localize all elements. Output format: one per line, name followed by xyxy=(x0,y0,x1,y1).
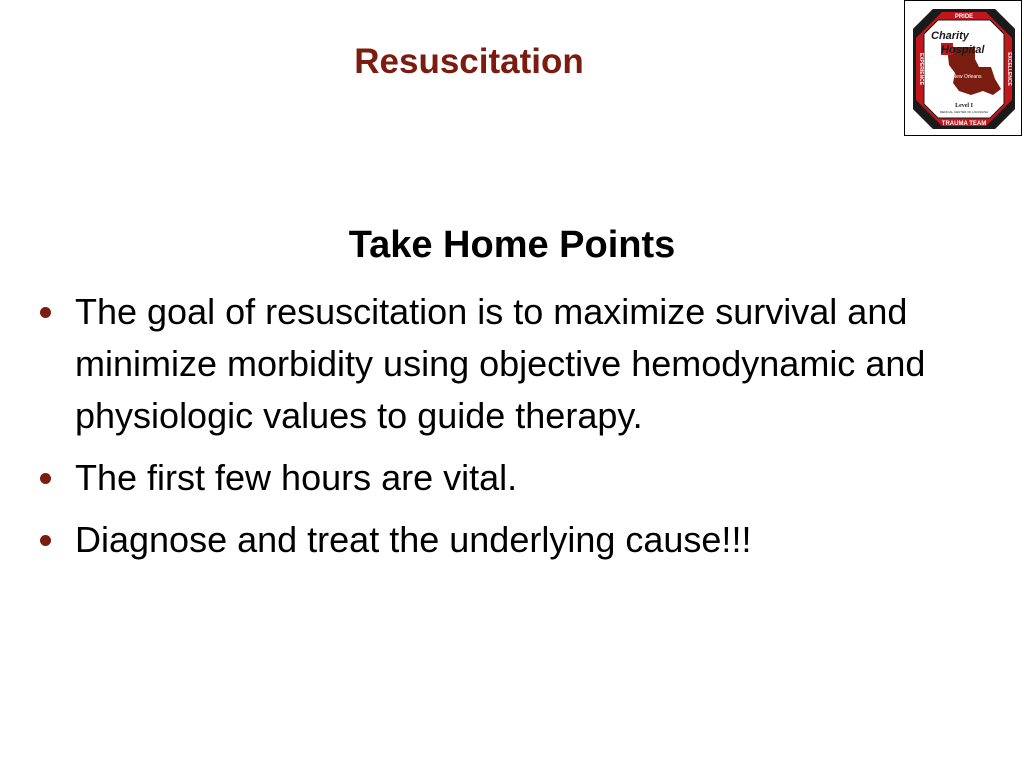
trauma-team-badge-icon xyxy=(905,1,1023,137)
logo-left-text: EXPERIENCE xyxy=(918,52,924,86)
logo-name-line1: Charity xyxy=(931,30,969,42)
logo-right-text: EXCELLENCE xyxy=(1006,52,1012,86)
bullet-text: The goal of resuscitation is to maximize survival and minimize morbidity using objective hemodynamic and physiologic values to guide therapy. xyxy=(75,291,926,436)
take-home-heading: Take Home Points xyxy=(348,224,676,266)
logo-top-text: PRIDE xyxy=(954,14,974,20)
slide-title: Resuscitation xyxy=(354,42,584,81)
charity-hospital-trauma-logo xyxy=(904,0,1022,136)
bullet-list xyxy=(36,286,986,576)
bullet-item xyxy=(36,514,986,566)
bullet-dot-icon xyxy=(40,473,51,484)
bullet-item xyxy=(36,286,986,442)
logo-bottom-text: TRAUMA TEAM xyxy=(941,121,987,127)
bullet-text: The first few hours are vital. xyxy=(75,457,518,498)
logo-city: New Orleans xyxy=(952,74,982,80)
bullet-dot-icon xyxy=(40,535,51,546)
bullet-dot-icon xyxy=(40,307,51,318)
bullet-item xyxy=(36,452,986,504)
logo-level: Level I xyxy=(955,103,973,109)
logo-name-line2: Hospital xyxy=(941,44,985,56)
logo-subtitle: MEDICAL CENTER OF LOUISIANA xyxy=(939,110,989,114)
bullet-text: Diagnose and treat the underlying cause!!! xyxy=(75,519,752,560)
